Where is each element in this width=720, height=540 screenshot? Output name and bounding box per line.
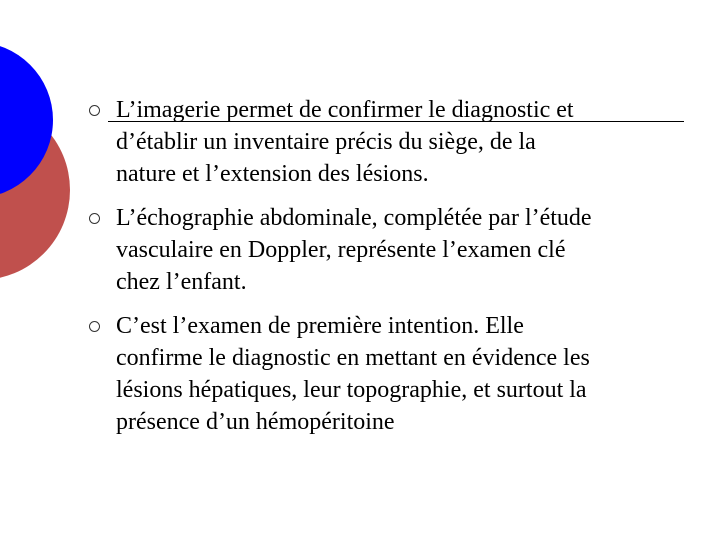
hollow-circle-bullet-icon (89, 213, 100, 224)
hollow-circle-bullet-icon (89, 105, 100, 116)
bullet-text: C’est l’examen de première intention. Elle confirme le diagnostic en mettant en évidence les lésions hépatiques, leur topographie, et surtout la présence d’un hémopéritoine (116, 313, 590, 435)
bullet-text: L’échographie abdominale, complétée par l’étude vasculaire en Doppler, représente l’examen clé chez l’enfant. (116, 205, 592, 295)
bullet-text: L’imagerie permet de confirmer le diagnostic et d’établir un inventaire précis du siège, de la nature et l’extension des lésions. (116, 97, 574, 187)
hollow-circle-bullet-icon (89, 321, 100, 332)
